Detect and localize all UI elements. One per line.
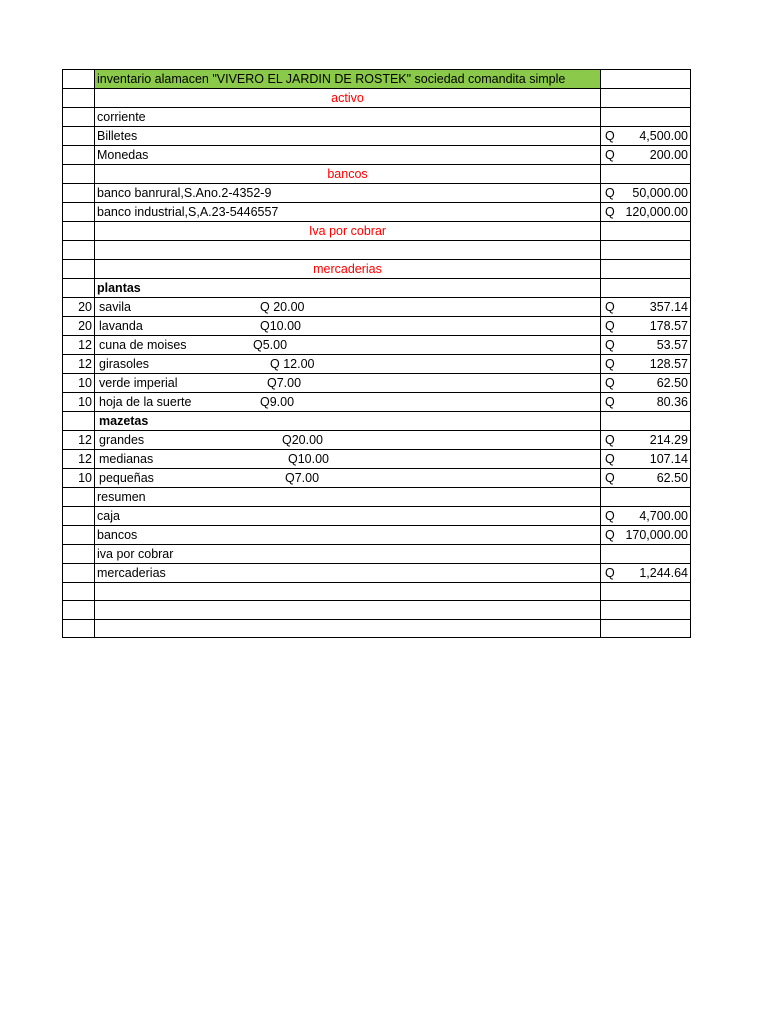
table-row <box>63 506 691 525</box>
cell-empty[interactable] <box>601 601 691 620</box>
table-row <box>63 127 691 146</box>
item-qty[interactable]: 12 <box>63 449 95 468</box>
section-iva[interactable]: Iva por cobrar <box>95 222 601 241</box>
title-row <box>63 70 691 89</box>
cell-empty[interactable] <box>63 411 95 430</box>
cell-empty[interactable] <box>63 241 95 260</box>
item-qty[interactable]: 10 <box>63 392 95 411</box>
amount-cell[interactable] <box>601 544 691 563</box>
cell-empty[interactable] <box>601 487 691 506</box>
cell-empty[interactable] <box>601 619 691 638</box>
section-resumen[interactable]: resumen <box>95 487 601 506</box>
section-bancos[interactable]: bancos <box>95 165 601 184</box>
item-price: Q9.00 <box>260 394 295 409</box>
cell-empty[interactable] <box>601 582 691 601</box>
item-qty[interactable]: 10 <box>63 468 95 487</box>
item-desc[interactable] <box>95 297 601 316</box>
cell-empty[interactable] <box>63 582 95 601</box>
item-price: Q5.00 <box>253 337 288 352</box>
item-desc[interactable] <box>95 449 601 468</box>
section-row <box>63 165 691 184</box>
list-item <box>63 468 691 487</box>
section-row <box>63 411 691 430</box>
amount-cell[interactable] <box>601 392 691 411</box>
currency-symbol: Q <box>605 451 615 466</box>
cell-empty[interactable] <box>63 222 95 241</box>
list-item <box>63 373 691 392</box>
cell-empty[interactable] <box>601 89 691 108</box>
currency-symbol: Q <box>605 337 615 352</box>
item-price: Q10.00 <box>288 451 330 466</box>
amount-value: 62.50 <box>656 470 688 485</box>
bank-amount[interactable] <box>601 203 691 222</box>
amount-value: 178.57 <box>649 318 688 333</box>
item-name: hoja de la suerte <box>99 394 192 409</box>
sheet-body <box>63 70 691 638</box>
item-price: Q7.00 <box>285 470 320 485</box>
currency-symbol: Q <box>605 318 615 333</box>
cell-empty[interactable] <box>601 259 691 278</box>
amount-cell[interactable] <box>601 525 691 544</box>
table-row <box>63 184 691 203</box>
currency-symbol: Q <box>605 186 615 200</box>
amount-value: 128.57 <box>649 356 688 371</box>
item-qty[interactable]: 12 <box>63 354 95 373</box>
cell-empty[interactable] <box>63 563 95 582</box>
currency-symbol: Q <box>605 432 615 447</box>
amount-value: 120,000.00 <box>625 205 688 219</box>
cell-empty[interactable] <box>63 108 95 127</box>
amount-value: 80.36 <box>656 394 688 409</box>
cell-empty[interactable] <box>63 601 95 620</box>
amount-value: 53.57 <box>656 337 688 352</box>
cell-empty[interactable] <box>601 222 691 241</box>
cell-empty[interactable] <box>63 619 95 638</box>
section-row <box>63 89 691 108</box>
item-price: Q10.00 <box>260 318 302 333</box>
list-item <box>63 449 691 468</box>
cell-empty[interactable] <box>63 146 95 165</box>
sheet-title[interactable]: inventario alamacen "VIVERO EL JARDIN DE ROSTEK" sociedad comandita simple <box>95 70 601 89</box>
currency-symbol: Q <box>605 375 615 390</box>
section-row <box>63 487 691 506</box>
currency-symbol: Q <box>605 394 615 409</box>
resumen-label[interactable]: bancos <box>95 525 601 544</box>
amount-cell[interactable] <box>601 297 691 316</box>
currency-symbol: Q <box>605 205 615 219</box>
amount-cell[interactable] <box>601 373 691 392</box>
item-name: girasoles <box>99 356 150 371</box>
resumen-label[interactable]: caja <box>95 506 601 525</box>
amount-cell[interactable] <box>601 506 691 525</box>
cash-amount[interactable] <box>601 146 691 165</box>
table-row <box>63 525 691 544</box>
amount-cell[interactable] <box>601 335 691 354</box>
item-name: cuna de moises <box>99 337 187 352</box>
section-row <box>63 222 691 241</box>
cell-empty[interactable] <box>63 184 95 203</box>
amount-value: 4,700.00 <box>639 508 688 523</box>
table-row <box>63 544 691 563</box>
list-item <box>63 316 691 335</box>
table-row <box>63 146 691 165</box>
item-name: grandes <box>99 432 145 447</box>
cell-empty[interactable] <box>95 582 601 601</box>
cell-empty[interactable] <box>601 70 691 89</box>
empty-row <box>63 601 691 620</box>
cell-empty[interactable] <box>63 278 95 297</box>
cell-empty[interactable] <box>63 165 95 184</box>
section-mazetas[interactable]: mazetas <box>95 411 601 430</box>
item-desc[interactable] <box>95 335 601 354</box>
resumen-label[interactable]: iva por cobrar <box>95 544 601 563</box>
item-qty[interactable]: 12 <box>63 430 95 449</box>
item-name: medianas <box>99 451 154 466</box>
cell-empty[interactable] <box>63 506 95 525</box>
amount-value: 107.14 <box>649 451 688 466</box>
cell-empty[interactable] <box>95 241 601 260</box>
cell-empty[interactable] <box>601 165 691 184</box>
section-mercaderias[interactable]: mercaderias <box>95 259 601 278</box>
cell-empty[interactable] <box>601 241 691 260</box>
cell-empty[interactable] <box>95 601 601 620</box>
item-desc[interactable] <box>95 354 601 373</box>
item-price: Q 12.00 <box>270 356 315 371</box>
currency-symbol: Q <box>605 508 615 523</box>
amount-value: 214.29 <box>649 432 688 447</box>
item-price: Q7.00 <box>267 375 302 390</box>
list-item <box>63 335 691 354</box>
item-qty[interactable]: 20 <box>63 316 95 335</box>
cash-label[interactable]: Billetes <box>95 127 601 146</box>
amount-cell[interactable] <box>601 316 691 335</box>
section-activo[interactable]: activo <box>95 89 601 108</box>
amount-value: 200.00 <box>649 148 688 162</box>
cell-empty[interactable] <box>63 203 95 222</box>
list-item <box>63 392 691 411</box>
amount-value: 1,244.64 <box>639 565 688 580</box>
cell-empty[interactable] <box>63 259 95 278</box>
amount-cell[interactable] <box>601 354 691 373</box>
item-desc[interactable] <box>95 430 601 449</box>
cell-empty[interactable] <box>601 108 691 127</box>
currency-symbol: Q <box>605 565 615 580</box>
cell-empty[interactable] <box>601 411 691 430</box>
cell-empty[interactable] <box>63 525 95 544</box>
cash-label[interactable]: Monedas <box>95 146 601 165</box>
cell-empty[interactable] <box>601 278 691 297</box>
bank-amount[interactable] <box>601 184 691 203</box>
amount-value: 62.50 <box>656 375 688 390</box>
table-row <box>63 563 691 582</box>
item-price: Q20.00 <box>282 432 324 447</box>
section-corriente[interactable]: corriente <box>95 108 601 127</box>
item-desc[interactable] <box>95 468 601 487</box>
empty-row <box>63 619 691 638</box>
currency-symbol: Q <box>605 129 615 143</box>
item-qty[interactable]: 12 <box>63 335 95 354</box>
item-name: lavanda <box>99 318 143 333</box>
currency-symbol: Q <box>605 470 615 485</box>
cell-empty[interactable] <box>63 544 95 563</box>
currency-symbol: Q <box>605 527 615 542</box>
amount-value: 50,000.00 <box>632 186 688 200</box>
currency-symbol: Q <box>605 148 615 162</box>
item-desc[interactable] <box>95 316 601 335</box>
item-desc[interactable] <box>95 373 601 392</box>
item-name: pequeñas <box>99 470 154 485</box>
item-name: savila <box>99 299 131 314</box>
amount-cell[interactable] <box>601 449 691 468</box>
cell-empty[interactable] <box>95 619 601 638</box>
list-item <box>63 430 691 449</box>
amount-value: 4,500.00 <box>639 129 688 143</box>
section-row <box>63 259 691 278</box>
item-qty[interactable]: 10 <box>63 373 95 392</box>
bank-label[interactable]: banco industrial,S,A.23-5446557 <box>95 203 601 222</box>
item-qty[interactable]: 20 <box>63 297 95 316</box>
cell-empty[interactable] <box>63 70 95 89</box>
currency-symbol: Q <box>605 356 615 371</box>
list-item <box>63 297 691 316</box>
section-row <box>63 278 691 297</box>
amount-cell[interactable] <box>601 563 691 582</box>
cell-empty[interactable] <box>63 487 95 506</box>
item-price: Q 20.00 <box>260 299 305 314</box>
empty-row <box>63 241 691 260</box>
item-name: verde imperial <box>99 375 178 390</box>
amount-value: 357.14 <box>649 299 688 314</box>
inventory-sheet <box>62 69 691 638</box>
cell-empty[interactable] <box>63 127 95 146</box>
amount-value: 170,000.00 <box>625 527 688 542</box>
bank-label[interactable]: banco banrural,S.Ano.2-4352-9 <box>95 184 601 203</box>
item-desc[interactable] <box>95 392 601 411</box>
cash-amount[interactable] <box>601 127 691 146</box>
currency-symbol: Q <box>605 299 615 314</box>
resumen-label[interactable]: mercaderias <box>95 563 601 582</box>
section-row <box>63 108 691 127</box>
amount-cell[interactable] <box>601 468 691 487</box>
section-plantas[interactable]: plantas <box>95 278 601 297</box>
amount-cell[interactable] <box>601 430 691 449</box>
list-item <box>63 354 691 373</box>
cell-empty[interactable] <box>63 89 95 108</box>
empty-row <box>63 582 691 601</box>
table-row <box>63 203 691 222</box>
